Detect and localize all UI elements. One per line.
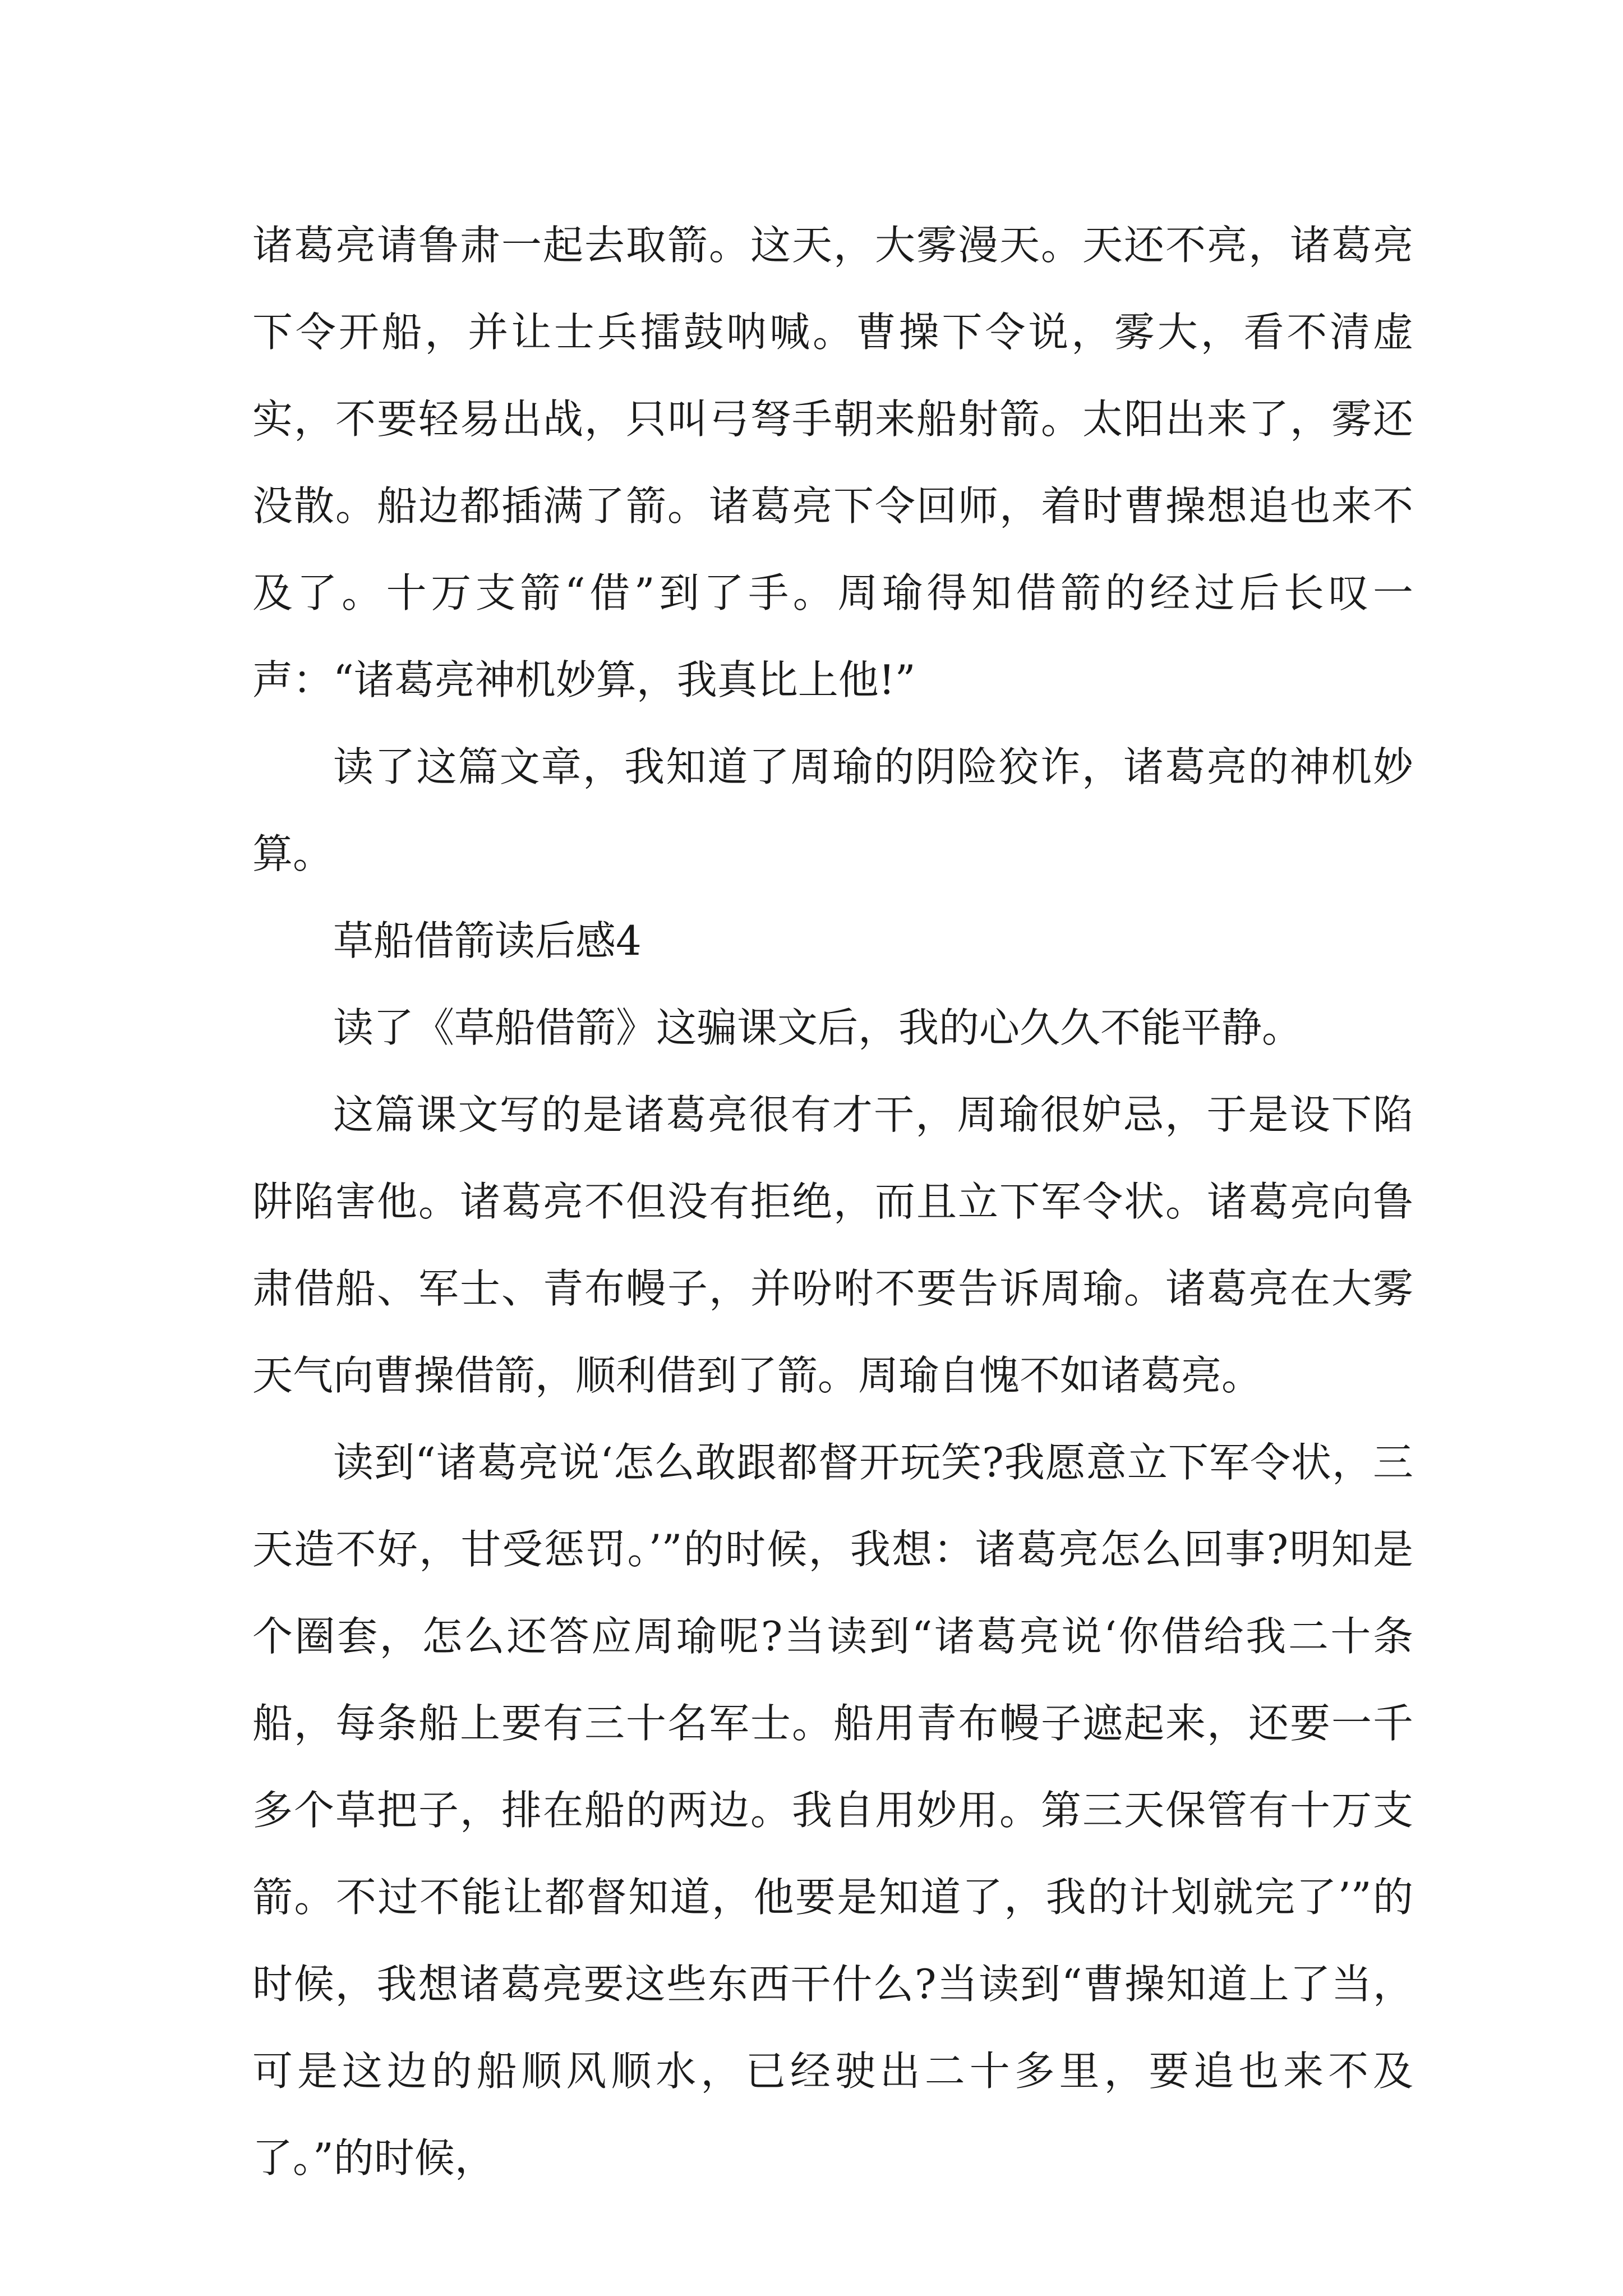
section-heading: 草船借箭读后感4 — [333, 917, 642, 964]
paragraph-3: 读了《草船借箭》这骗课文后，我的心久久不能平静。 — [333, 1004, 1303, 1051]
paragraph-2: 读了这篇文章，我知道了周瑜的阴险狡诈，诸葛亮的神机妙算。 — [252, 743, 1413, 877]
paragraph-1: 诸葛亮请鲁肃一起去取箭。这天，大雾漫天。天还不亮，诸葛亮下令开船，并让士兵擂鼓呐喊。曹操下令说，雾大，看不清虚实，不要轻易出战，只叫弓弩手朝来船射箭。太阳出来了，雾还没散。船边都插满了箭。诸葛亮下令回师，着时曹操想追也来不及了。十万支箭“借”到了手。周瑜得知借箭的经过后长叹一声：“诸葛亮神机妙算，我真比上他!” — [252, 222, 1413, 703]
paragraph-5: 读到“诸葛亮说‘怎么敢跟都督开玩笑?我愿意立下军令状，三天造不好，甘受惩罚。’”的时候，我想：诸葛亮怎么回事?明知是个圈套，怎么还答应周瑜呢?当读到“诸葛亮说‘你借给我二十条船，每条船上要有三十名军士。船用青布幔子遮起来，还要一千多个草把子，排在船的两边。我自用妙用。第三天保管有十万支箭。不过不能让都督知道，他要是知道了，我的计划就完了’”的时候，我想诸葛亮要这些东西干什么?当读到“曹操知道上了当，可是这边的船顺风顺水，已经驶出二十多里，要追也来不及了。”的时候， — [252, 1439, 1413, 2182]
paragraph-4: 这篇课文写的是诸葛亮很有才干，周瑜很妒忌，于是设下陷阱陷害他。诸葛亮不但没有拒绝，而且立下军令状。诸葛亮向鲁肃借船、军士、青布幔子，并吩咐不要告诉周瑜。诸葛亮在大雾天气向曹操借箭，顺利借到了箭。周瑜自愧不如诸葛亮。 — [252, 1091, 1413, 1399]
document-body — [252, 202, 1413, 2202]
